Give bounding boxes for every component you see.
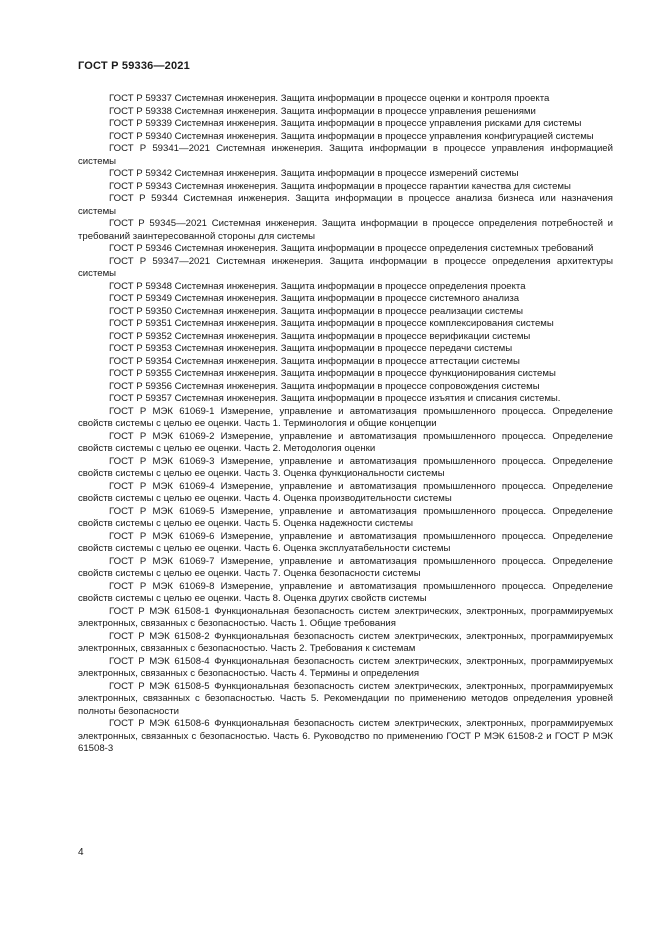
reference-item: ГОСТ Р 59356 Системная инженерия. Защита информации в процессе сопровождения системы <box>109 380 540 392</box>
reference-item: ГОСТ Р 59350 Системная инженерия. Защита информации в процессе реализации системы <box>109 305 524 317</box>
reference-item: ГОСТ Р 59357 Системная инженерия. Защита информации в процессе изъятия и списания системы. <box>109 393 561 404</box>
reference-item: ГОСТ Р 59353 Системная инженерия. Защита информации в процессе передачи системы <box>109 343 513 354</box>
reference-item: ГОСТ Р 59344 Системная инженерия. Защита информации в процессе анализа бизнеса или назначения системы <box>78 193 613 217</box>
reference-item: ГОСТ Р МЭК 61508-6 Функциональная безопасность систем электрических, электронных, программируемых электронных, связанных с безопасностью. Часть 6. Руководство по применению ГОСТ Р МЭК 61508-2 и ГОСТ Р МЭК 61508-3 <box>78 718 613 754</box>
reference-item: ГОСТ Р МЭК 61508-5 Функциональная безопасность систем электрических, электронных, программируемых электронных, связанных с безопасностью. Часть 5. Рекомендации по применению методов определения уровней полноты безопасности <box>78 680 613 717</box>
references-list <box>78 93 613 756</box>
reference-item: ГОСТ Р МЭК 61508-4 Функциональная безопасность систем электрических, электронных, программируемых электронных, связанных с безопасностью. Часть 4. Термины и определения <box>78 655 613 679</box>
document-header: ГОСТ Р 59336—2021 <box>78 60 190 72</box>
reference-item: ГОСТ Р 59348 Системная инженерия. Защита информации в процессе определения проекта <box>109 280 526 292</box>
reference-item: ГОСТ Р 59346 Системная инженерия. Защита информации в процессе определения системных требований <box>109 243 594 254</box>
reference-item: ГОСТ Р 59339 Системная инженерия. Защита информации в процессе управления рисками для системы <box>109 118 582 129</box>
reference-item: ГОСТ Р МЭК 61508-1 Функциональная безопасность систем электрических, электронных, программируемых электронных, связанных с безопасностью. Часть 1. Общие требования <box>78 605 613 629</box>
reference-item: ГОСТ Р МЭК 61069-3 Измерение, управление и автоматизация промышленного процесса. Определение свойств системы с целью ее оценки. Часть 3. Оценка функциональности системы <box>78 455 613 479</box>
reference-item: ГОСТ Р 59342 Системная инженерия. Защита информации в процессе измерений системы <box>109 168 519 179</box>
reference-item: ГОСТ Р 59349 Системная инженерия. Защита информации в процессе системного анализа <box>109 293 520 304</box>
reference-item: ГОСТ Р 59340 Системная инженерия. Защита информации в процессе управления конфигурацией системы <box>109 130 594 142</box>
reference-item: ГОСТ Р 59343 Системная инженерия. Защита информации в процессе гарантии качества для системы <box>109 180 571 192</box>
reference-item: ГОСТ Р 59355 Системная инженерия. Защита информации в процессе функционирования системы <box>109 368 556 379</box>
reference-item: ГОСТ Р 59347—2021 Системная инженерия. Защита информации в процессе определения архитектуры системы <box>78 255 613 279</box>
reference-item: ГОСТ Р МЭК 61069-7 Измерение, управление и автоматизация промышленного процесса. Определение свойств системы с целью ее оценки. Часть 7. Оценка безопасности системы <box>78 555 613 579</box>
reference-item: ГОСТ Р 59337 Системная инженерия. Защита информации в процессе оценки и контроля проекта <box>109 93 550 104</box>
reference-item: ГОСТ Р МЭК 61508-2 Функциональная безопасность систем электрических, электронных, программируемых электронных, связанных с безопасностью. Часть 2. Требования к системам <box>78 630 613 654</box>
reference-item: ГОСТ Р МЭК 61069-8 Измерение, управление и автоматизация промышленного процесса. Определение свойств системы с целью ее оценки. Часть 8. Оценка других свойств системы <box>78 580 613 604</box>
reference-item: ГОСТ Р МЭК 61069-5 Измерение, управление и автоматизация промышленного процесса. Определение свойств системы с целью ее оценки. Часть 5. Оценка надежности системы <box>78 505 613 529</box>
reference-item: ГОСТ Р МЭК 61069-6 Измерение, управление и автоматизация промышленного процесса. Определение свойств системы с целью ее оценки. Часть 6. Оценка эксплуатабельности системы <box>78 530 613 554</box>
reference-item: ГОСТ Р 59352 Системная инженерия. Защита информации в процессе верификации системы <box>109 330 531 342</box>
reference-item: ГОСТ Р МЭК 61069-4 Измерение, управление и автоматизация промышленного процесса. Определение свойств системы с целью ее оценки. Часть 4. Оценка производительности системы <box>78 480 613 504</box>
reference-item: ГОСТ Р МЭК 61069-2 Измерение, управление и автоматизация промышленного процесса. Определение свойств системы с целью ее оценки. Часть 2. Методология оценки <box>78 430 613 454</box>
reference-item: ГОСТ Р 59341—2021 Системная инженерия. Защита информации в процессе управления информацией системы <box>78 143 613 167</box>
reference-item: ГОСТ Р 59338 Системная инженерия. Защита информации в процессе управления решениями <box>109 105 536 117</box>
page-number: 4 <box>78 847 84 858</box>
reference-item: ГОСТ Р 59345—2021 Системная инженерия. Защита информации в процессе определения потребностей и требований заинтересованной стороны для системы <box>78 218 613 242</box>
reference-item: ГОСТ Р 59354 Системная инженерия. Защита информации в процессе аттестации системы <box>109 355 520 367</box>
reference-item: ГОСТ Р МЭК 61069-1 Измерение, управление и автоматизация промышленного процесса. Определение свойств системы с целью ее оценки. Часть 1. Терминология и общие концепции <box>78 405 613 429</box>
reference-item: ГОСТ Р 59351 Системная инженерия. Защита информации в процессе комплексирования системы <box>109 318 554 329</box>
